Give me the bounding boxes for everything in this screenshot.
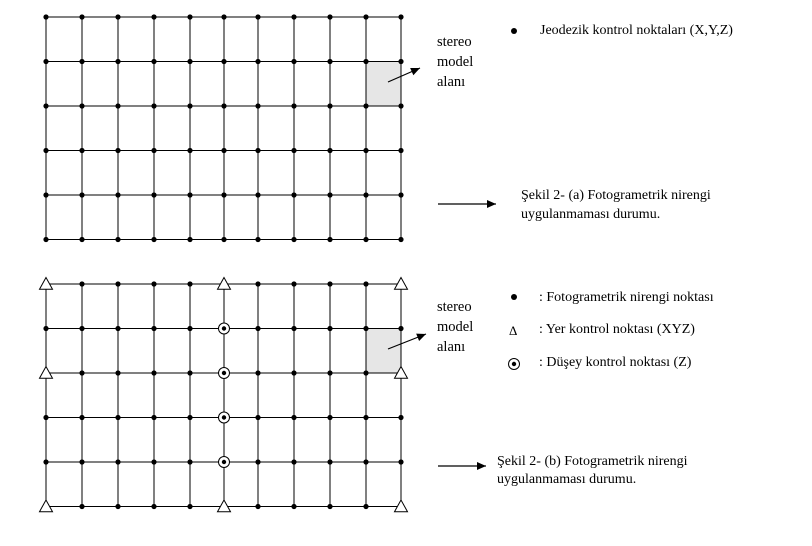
stereo-model-area [366,329,401,374]
point-dot [327,237,332,242]
model-word: model [437,319,474,335]
point-dot [151,59,156,64]
point-dot [291,59,296,64]
point-dot [327,103,332,108]
grid-bottom [40,278,408,512]
point-dot [291,192,296,197]
point-dot [115,14,120,19]
point-dot [79,459,84,464]
point-dot [43,326,48,331]
point-dot [115,237,120,242]
point-dot [115,326,120,331]
point-dot [151,237,156,242]
point-dot [255,281,260,286]
point-dot [327,370,332,375]
point-dot [79,415,84,420]
vertical-control-center [222,371,226,375]
legend-symbols [509,28,520,370]
point-dot [255,459,260,464]
point-dot [187,148,192,153]
point-dot [291,326,296,331]
point-dot [79,148,84,153]
stereo-model-label-bottom [437,297,473,357]
point-dot [43,459,48,464]
stereo-word: stereo [437,299,472,315]
point-dot [151,504,156,509]
point-dot [151,14,156,19]
point-dot [187,459,192,464]
point-dot [115,370,120,375]
legend-ground-control-label: : Yer kontrol noktası (XYZ) [539,322,695,337]
point-dot [363,281,368,286]
point-dot [151,415,156,420]
point-dot [115,415,120,420]
point-dot [363,103,368,108]
point-dot [363,326,368,331]
caption-b-line2: uygulanmaması durumu. [497,472,637,487]
point-dot [363,415,368,420]
point-dot [291,504,296,509]
point-dot [255,415,260,420]
vertical-control-center [222,415,226,419]
area-word: alanı [437,339,466,355]
point-dot [187,504,192,509]
point-dot [327,14,332,19]
point-dot [398,459,403,464]
point-dot [398,59,403,64]
point-dot [187,326,192,331]
legend-photogrammetric-label: : Fotogrametrik nirengi noktası [539,290,714,305]
point-dot [187,103,192,108]
point-dot [151,370,156,375]
point-dot [43,59,48,64]
point-dot [187,59,192,64]
caption-arrow-a-head [487,200,496,208]
point-dot [79,192,84,197]
point-dot [327,459,332,464]
point-dot [255,504,260,509]
point-dot [79,59,84,64]
ground-control-triangle [40,278,53,290]
point-dot [187,370,192,375]
point-dot [221,237,226,242]
point-dot [291,415,296,420]
point-dot [43,237,48,242]
point-dot [43,148,48,153]
point-dot [291,103,296,108]
point-dot [363,148,368,153]
vertical-control-center [222,460,226,464]
point-dot [398,148,403,153]
point-dot [291,237,296,242]
point-dot [115,148,120,153]
point-dot [151,281,156,286]
point-dot [291,459,296,464]
delta-symbol: Δ [509,323,518,338]
ground-control-triangle [395,278,408,290]
point-dot [398,326,403,331]
point-dot [255,326,260,331]
caption-a-line1: Şekil 2- (a) Fotogrametrik nirengi [521,188,711,203]
point-dot [255,148,260,153]
point-dot [187,14,192,19]
point-dot [221,14,226,19]
point-dot [363,237,368,242]
point-dot [255,237,260,242]
point-dot [291,370,296,375]
caption-arrow-b-head [477,462,486,470]
stereo-model-label-top [437,32,473,92]
point-dot [79,370,84,375]
point-dot [221,148,226,153]
stereo-word: stereo [437,34,472,50]
point-dot [398,237,403,242]
caption-b-line1: Şekil 2- (b) Fotogrametrik nirengi [497,454,688,469]
ground-control-triangle [395,500,408,512]
point-dot [327,281,332,286]
point-dot [151,459,156,464]
point-dot [79,326,84,331]
point-dot [363,459,368,464]
point-dot [327,59,332,64]
point-dot [327,504,332,509]
point-dot [115,59,120,64]
point-dot [151,192,156,197]
point-dot [187,281,192,286]
point-dot [151,103,156,108]
point-dot [79,504,84,509]
point-dot [511,28,517,34]
point-dot [79,281,84,286]
grid-top [43,14,403,242]
point-dot [79,103,84,108]
point-dot [363,504,368,509]
point-dot [255,59,260,64]
ground-control-triangle [218,278,231,290]
point-dot [398,103,403,108]
point-dot [255,192,260,197]
point-dot [327,326,332,331]
ground-control-triangle [218,500,231,512]
point-dot [221,59,226,64]
vertical-control-center [512,362,516,366]
point-dot [327,415,332,420]
point-dot [187,192,192,197]
point-dot [79,14,84,19]
point-dot [187,415,192,420]
point-dot [43,14,48,19]
point-dot [115,103,120,108]
point-dot [151,326,156,331]
area-word: alanı [437,74,466,90]
point-dot [255,370,260,375]
point-dot [255,103,260,108]
stereo-model-area [366,62,401,107]
point-dot [43,103,48,108]
point-dot [363,59,368,64]
point-dot [511,294,517,300]
model-word: model [437,54,474,70]
point-dot [115,192,120,197]
point-dot [363,14,368,19]
point-dot [187,237,192,242]
point-dot [291,281,296,286]
legend-vertical-control-label: : Düşey kontrol noktası (Z) [539,355,692,370]
ground-control-triangle [40,500,53,512]
point-dot [398,192,403,197]
point-dot [327,192,332,197]
point-dot [221,192,226,197]
point-dot [221,103,226,108]
point-dot [79,237,84,242]
point-dot [115,459,120,464]
point-dot [255,14,260,19]
legend-geodetic-label: Jeodezik kontrol noktaları (X,Y,Z) [540,23,733,38]
point-dot [115,281,120,286]
point-dot [398,415,403,420]
ground-control-triangle [40,367,53,379]
vertical-control-center [222,326,226,330]
point-dot [151,148,156,153]
point-dot [43,415,48,420]
point-dot [43,192,48,197]
arrows [388,68,496,470]
point-dot [363,192,368,197]
point-dot [398,14,403,19]
point-dot [363,370,368,375]
point-dot [327,148,332,153]
point-dot [291,148,296,153]
caption-a-line2: uygulanmaması durumu. [521,207,661,222]
point-dot [291,14,296,19]
stereo-arrow-bottom-head [416,334,426,341]
point-dot [115,504,120,509]
